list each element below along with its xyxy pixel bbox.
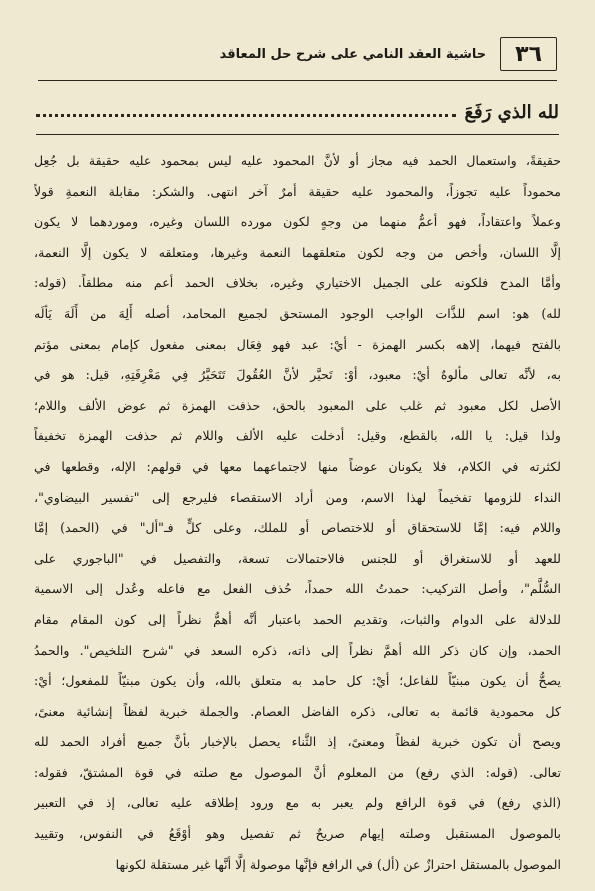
text-line: الحمد، وإن كان ذكر الله أهمَّ نظراً إلى ذاته، ذكره السعد في "شرح التلخيص". والحمدُ <box>34 642 561 658</box>
text-line: للدلالة على الدوام والثبات، وتقديم الحمد باعتبار أنَّه أهمُّ نظراً إلى كون المقام مقام <box>34 611 561 627</box>
text-line: إلَّا اللسان، وأخص من وجه لكون متعلقهما النعمة وغيرها، ومتعلقه لا يكون إلَّا النعمة، <box>34 244 561 260</box>
text-line: لله) هو: اسم للذَّات الواجب الوجود المستحق لجميع المحامد، أصله أَلِهَ من أَلَهَ يَألَه <box>34 305 561 321</box>
text-line: محموداً عليه تجوزاً، والمحمود عليه حقيقة أمرٌ آخر انتهى. والشكر: مقابلة النعمةِ قولاً <box>34 183 561 199</box>
text-line: وأمَّا المدح فلكونه على الجميل الاختياري وغيره، بخلاف الحمد أعم منه مطلقاً. (قوله: <box>34 275 561 291</box>
text-line: للعهد أو للاستغراق أو للجنس فالاحتمالات تسعة، والتفصيل في "الباجوري على <box>34 550 561 566</box>
text-line: بالفتح فيهما، إلاهه بكسر الهمزة - أيْ: عبد فهو فِعَال بمعنى مفعول كإمام بمعنى مؤتم <box>34 336 561 352</box>
text-line: كل محمودية قائمة به تعالى، ذكره الفاضل العصام. والجملة خبرية لفظاً إنشائية معنىً، <box>34 703 561 719</box>
commentary-text <box>34 146 561 880</box>
page-header <box>38 34 557 74</box>
matn-rule <box>36 134 559 135</box>
matn-excerpt <box>36 102 559 123</box>
text-line: النداء للزومها تفخيماً لهذا الاسم، ومن أراد الاستقصاء فليرجع إلى "تفسير البيضاوي"، <box>34 489 561 505</box>
page-number: ٣٦ <box>500 37 557 71</box>
text-line: لكثرته في الكلام، فلا يكونان عوضاً منها لاجتماعهما معها في قولهم: الإله، وقطعها في <box>34 458 561 474</box>
header-rule <box>38 80 557 81</box>
matn-text: لله الذي رَفَعَ <box>464 102 559 123</box>
text-line: ويصح أن تكون خبرية لفظاً ومعنىً، إذ الثَّناء يحصل بالإخبار بأنَّ جميع أفراد الحمد لله <box>34 734 561 750</box>
text-line: تعالى. (قوله: الذي رفع) من المعلوم أنَّ الموصول مع صلته في قوة المشتقّ، فقوله: <box>34 764 561 780</box>
text-line: ولذا قيل: يا الله، بالقطع، وقيل: أدخلت عليه الألف واللام ثم حذفت الهمزة تخفيفاً <box>34 428 561 444</box>
matn-dotted-leader <box>36 114 456 117</box>
running-title: حاشية العقد النامي على شرح حل المعاقد <box>219 46 487 62</box>
text-line: حقيقةً، واستعمال الحمد فيه مجاز أو لأنَّ المحمود عليه ليس بمحمود عليه حقيقة بل جُعِل <box>34 153 561 168</box>
text-line: وعملاً واعتقاداً، فهو أعمُّ منهما من وجهٍ لكون مورده اللسان وغيره، وموردهما لا يكون <box>34 214 561 230</box>
text-line: بالموصول المستقبل وصلته إيهام صريحٌ ثم تفصيل وهو أوْقَعُ في النفوس، وتقييد <box>34 826 561 842</box>
text-line: (الذي رفع) في قوة الرافع ولم يعبر به مع ورود إطلاقه عليه تعالى، إذ في التعبير <box>34 795 561 811</box>
text-line: السُّلَّم"، وأصل التركيب: حمدتُ الله حمداً، حُذف الفعل مع فاعله وعُدل إلى الاسمية <box>34 581 561 597</box>
text-line: الأصل لكل معبود ثم غلب على المعبود بالحق، حذفت الهمزة ثم عوض الألف واللام؛ <box>34 397 561 413</box>
text-line: واللام فيه: إمَّا للاستحقاق أو للاختصاص أو للملك، وعلى كلٍّ فـ"أل" في (الحمد) إمَّا <box>34 520 561 536</box>
text-line: به، لأنَّه تعالى مألوهٌ أيْ: معبود، أوْ: تَحيَّر لأنَّ العُقُولَ تَتَحَيَّرُ فِي مَعْرِفَتِهِ، قيل: هو في <box>34 367 561 383</box>
text-line: يصحُّ أن يكون مبنيّاً للفاعل؛ أيْ: كل حامد به متعلق بالله، وأن يكون مبنيّاً للمفعول؛ أيْ: <box>34 673 561 689</box>
text-line: الموصول بالمستقل احترازٌ عن (أل) في الرافع فإنَّها موصولة إلَّا أنَّها غير مستقلة لكونها <box>115 856 561 872</box>
